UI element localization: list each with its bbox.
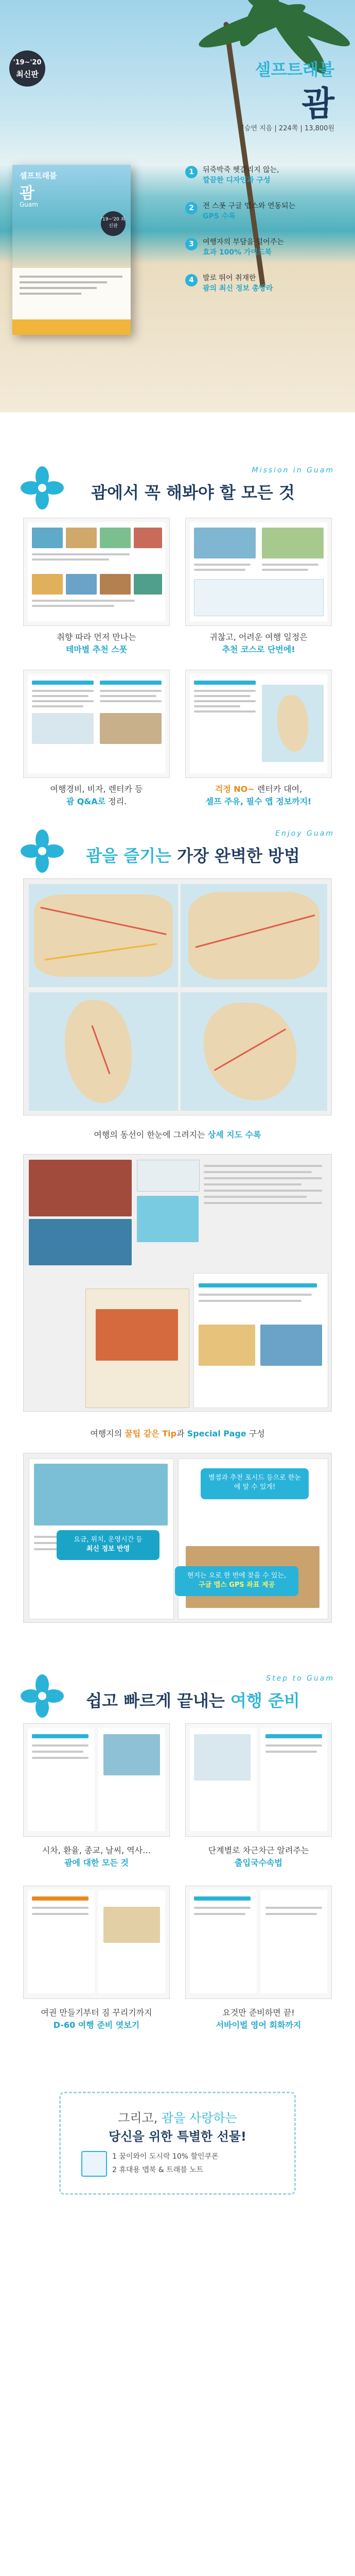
step-caption: 요것만 준비하면 끝! 서바이벌 영어 회화까지 xyxy=(216,2008,301,2030)
enjoy-title: 괌을 즐기는 가장 완벽한 방법 xyxy=(86,846,300,866)
gift-box xyxy=(59,2092,296,2195)
feature-item: 1 뒤죽박죽 헷갈리지 않는, 깔끔한 디자인과 구성 xyxy=(185,165,340,191)
step-caption: 단계별로 차근차근 알려주는 출입국수속법 xyxy=(208,1845,309,1868)
map-caption: 여행의 동선이 한눈에 그려지는 상세 지도 수록 xyxy=(94,1130,261,1140)
enjoy-eng-label: Enjoy Guam xyxy=(275,829,334,838)
sample-page-card xyxy=(185,518,332,626)
feature-item: 2 전 스폿 구글 맵스와 연동되는 GPS 수록 xyxy=(185,201,340,227)
step-caption: 여권 만들기부터 짐 꾸리기까지 D-60 여행 준비 엿보기 xyxy=(41,2008,152,2030)
sample-page-card xyxy=(185,670,332,778)
step-header xyxy=(0,1674,355,1711)
callout-info: 요금, 위치, 운영시간 등 최신 정보 반영 xyxy=(57,1530,159,1560)
gift-icon xyxy=(81,2151,107,2177)
step-eng-label: Step to Guam xyxy=(266,1674,334,1683)
mission-caption: 걱정 NO~ 렌터카 대여, 셀프 주유, 필수 앱 정보까지! xyxy=(205,784,312,806)
cover-text-lines xyxy=(20,276,122,295)
gift-line1: 그리고, 괌을 사랑하는 xyxy=(118,2111,237,2125)
sample-page-card xyxy=(23,670,170,778)
cover-footer-band xyxy=(12,319,131,335)
step-sample-card xyxy=(23,1723,170,1837)
tip-caption: 여행지의 꿀팁 같은 Tip과 Special Page 구성 xyxy=(90,1429,265,1438)
enjoy-header xyxy=(0,829,355,867)
step-caption: 시차, 환율, 종교, 날씨, 역사… 괌에 대한 모든 것 xyxy=(42,1845,151,1868)
sample-page-card xyxy=(23,518,170,626)
mission-eng-label: Mission in Guam xyxy=(252,466,334,474)
badge-label: 최신판 xyxy=(16,70,39,79)
gift-item: 2 휴대용 맵북 & 트래블 노트 xyxy=(112,2166,204,2174)
gift-item: 1 꿈이와이 도시락 10% 할인쿠폰 xyxy=(112,2153,219,2161)
cover-title: 괌 xyxy=(20,184,34,202)
brand-name: 셀프트래블 xyxy=(255,60,334,79)
callout-gps: 현지는 오로 한 번에 찾을 수 있는, 구글 맵스 GPS 좌표 제공 xyxy=(175,1566,298,1596)
mission-header xyxy=(0,466,355,503)
page-title: 괌 xyxy=(301,84,334,124)
mission-caption: 취향 따라 먼저 만나는 테마별 추천 스폿 xyxy=(57,632,136,654)
mission-title: 괌에서 꼭 해봐야 할 모든 것 xyxy=(91,483,295,502)
book-cover xyxy=(12,165,131,335)
gift-line2: 당신을 위한 특별한 선물! xyxy=(109,2129,246,2144)
step-sample-card xyxy=(185,1886,332,1999)
book-credits: 정승연 지음 | 224쪽 | 13,800원 xyxy=(238,125,334,132)
cover-badge: '19~'20 최신판 xyxy=(101,211,126,236)
tip-sample-pages xyxy=(23,1154,332,1412)
mission-caption: 귀찮고, 어려운 여행 일정은 추천 코스로 단번에! xyxy=(209,632,308,654)
feature-item: 3 여행자의 부담을 덜어주는 효과 100% 가이드북 xyxy=(185,237,340,263)
cover-subtitle: Guam xyxy=(20,201,38,208)
cover-brand: 셀프트래블 xyxy=(20,171,57,180)
step-sample-card xyxy=(185,1723,332,1837)
feature-item: 4 발로 뛰어 취재한 괌의 최신 정보 총망라 xyxy=(185,273,340,299)
step-title: 쉽고 빠르게 끝내는 여행 준비 xyxy=(86,1691,300,1710)
hero-section xyxy=(0,0,355,412)
callout-rating: 별점과 추천 포시드 등으로 한눈에 알 수 있게! xyxy=(201,1468,309,1499)
edition-badge xyxy=(9,50,45,87)
step-sample-card xyxy=(23,1886,170,1999)
badge-year: '19~'20 xyxy=(13,59,42,66)
map-sample-pages xyxy=(23,878,332,1115)
mission-caption: 여행경비, 비자, 렌터카 등 괌 Q&A로 정리. xyxy=(50,784,143,806)
